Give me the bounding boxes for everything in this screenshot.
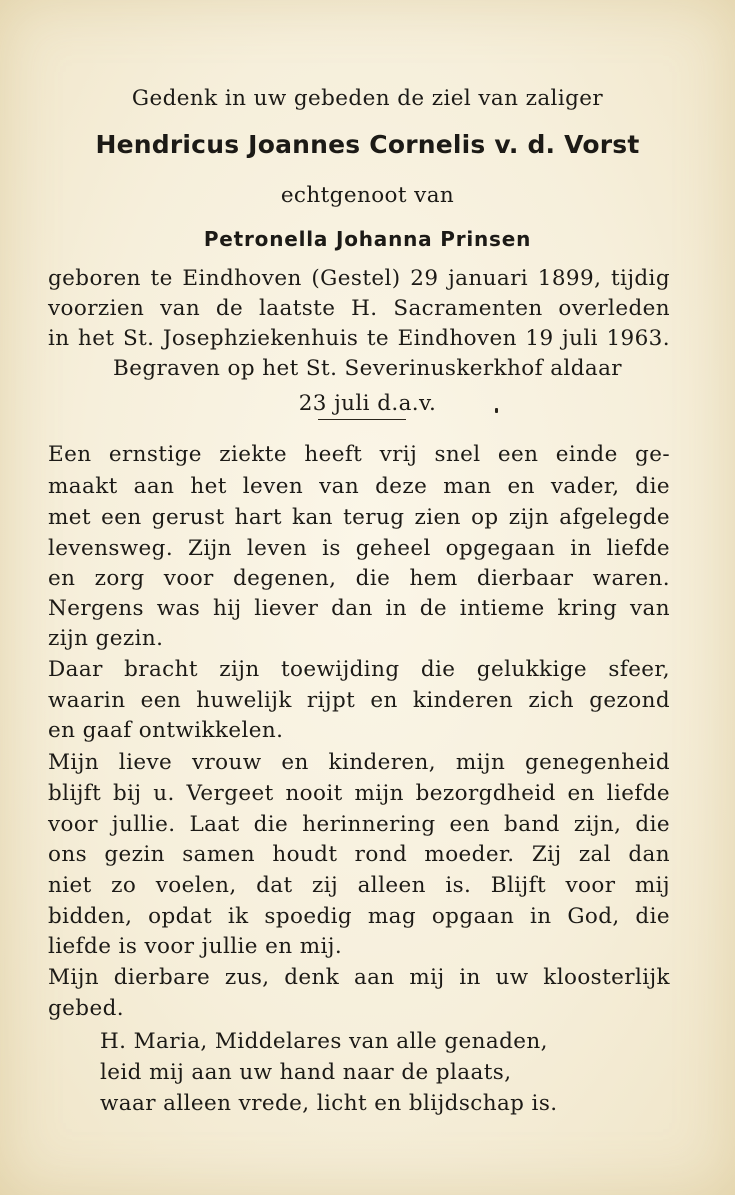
- spouse-intro: echtgenoot van: [280, 183, 455, 208]
- prayer-line: H. Maria, Middelares van alle genaden,: [100, 1029, 548, 1054]
- paragraph-line: gebed.: [48, 996, 124, 1021]
- paragraph-line: Mijn dierbare zus, denk aan mij in uw kloosterlijk: [48, 965, 670, 990]
- print-speck: [495, 408, 498, 413]
- biography-line: geboren te Eindhoven (Gestel) 29 januari 1899, tijdig: [48, 266, 670, 291]
- paragraph-line: met een gerust hart kan terug zien op zijn afgelegde: [48, 505, 670, 530]
- paragraph-line: en gaaf ontwikkelen.: [48, 718, 284, 743]
- paragraph-line: bidden, opdat ik spoedig mag opgaan in God, die: [48, 904, 670, 929]
- divider-rule: [318, 419, 406, 420]
- paragraph-line: Daar bracht zijn toewijding die gelukkige sfeer,: [48, 657, 670, 682]
- paragraph-line: en zorg voor degenen, die hem dierbaar waren.: [48, 566, 670, 591]
- paragraph-line: Een ernstige ziekte heeft vrij snel een einde ge-: [48, 442, 670, 467]
- paragraph-line: zijn gezin.: [48, 626, 164, 651]
- paragraph-line: levensweg. Zijn leven is geheel opgegaan in liefde: [48, 536, 670, 561]
- paragraph-line: niet zo voelen, dat zij alleen is. Blijft voor mij: [48, 873, 670, 898]
- spouse-name: Petronella Johanna Prinsen: [203, 227, 532, 251]
- paragraph-line: maakt aan het leven van deze man en vader, die: [48, 474, 670, 499]
- paragraph-line: waarin een huwelijk rijpt en kinderen zich gezond: [48, 688, 670, 713]
- paragraph-line: Nergens was hij liever dan in de intieme kring van: [48, 596, 670, 621]
- paragraph-line: liefde is voor jullie en mij.: [48, 934, 343, 959]
- paragraph-line: blijft bij u. Vergeet nooit mijn bezorgdheid en liefde: [48, 781, 670, 806]
- biography-line: in het St. Josephziekenhuis te Eindhoven 19 juli 1963.: [48, 326, 670, 351]
- prayer-line: leid mij aan uw hand naar de plaats,: [100, 1060, 512, 1085]
- paragraph-line: ons gezin samen houdt rond moeder. Zij zal dan: [48, 842, 670, 867]
- intro-line: Gedenk in uw gebeden de ziel van zaliger: [131, 86, 604, 111]
- deceased-name: Hendricus Joannes Cornelis v. d. Vorst: [95, 130, 640, 159]
- paragraph-line: Mijn lieve vrouw en kinderen, mijn genegenheid: [48, 750, 670, 775]
- paragraph-line: voor jullie. Laat die herinnering een band zijn, die: [48, 812, 670, 837]
- burial-line: Begraven op het St. Severinuskerkhof aldaar: [113, 356, 622, 381]
- prayer-line: waar alleen vrede, licht en blijdschap is.: [100, 1091, 558, 1116]
- biography-line: voorzien van de laatste H. Sacramenten overleden: [48, 296, 670, 321]
- burial-date: 23 juli d.a.v.: [298, 391, 437, 416]
